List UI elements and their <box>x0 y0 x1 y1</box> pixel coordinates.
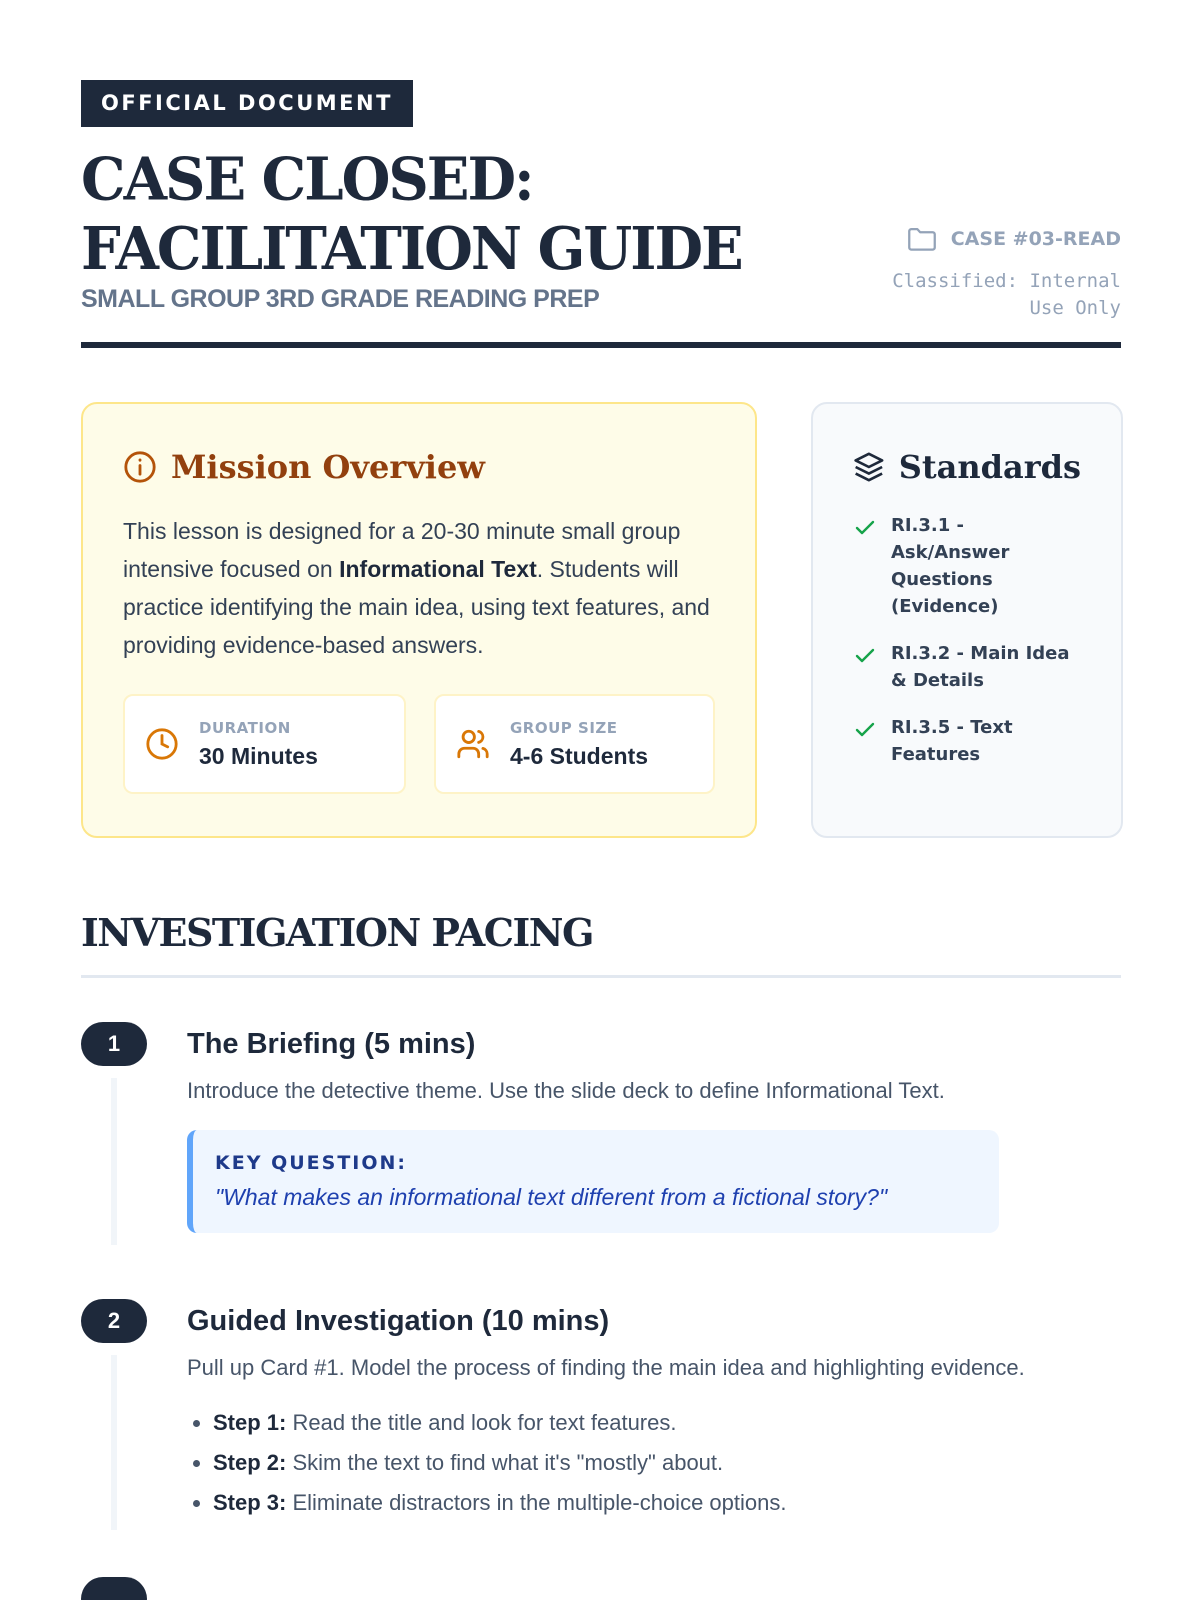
mission-text-pre: This lesson is designed for a 20-30 minute small group intensive focused on <box>123 518 681 582</box>
folder-icon <box>905 222 939 256</box>
mission-description <box>123 512 715 664</box>
step-title: The Briefing (5 mins) <box>187 1028 476 1060</box>
title-line-2: FACILITATION GUIDE <box>81 214 742 284</box>
key-question-text: "What makes an informational text different from a fictional story?" <box>215 1184 888 1210</box>
standard-item <box>853 512 1081 620</box>
standards-card <box>811 402 1123 838</box>
standard-text: RI.3.1 - Ask/Answer Questions (Evidence) <box>891 515 1010 617</box>
users-icon <box>456 727 490 761</box>
step-number-badge: 2 <box>81 1299 147 1343</box>
mission-overview-title: Mission Overview <box>171 448 485 486</box>
pacing-step-1 <box>81 1022 1121 1233</box>
standard-text: RI.3.2 - Main Idea & Details <box>891 643 1070 691</box>
case-id: CASE #03-READ <box>950 228 1121 250</box>
case-id-row <box>881 222 1121 256</box>
check-icon <box>853 644 877 668</box>
bullet-text: Read the title and look for text features. <box>286 1410 677 1435</box>
facilitation-guide-page <box>81 80 1121 1600</box>
page-subtitle: SMALL GROUP 3RD GRADE READING PREP <box>81 285 600 313</box>
group-size-value: 4-6 Students <box>510 742 649 769</box>
overview-row <box>81 402 1121 838</box>
key-question-label: KEY QUESTION: <box>215 1152 407 1174</box>
standard-text: RI.3.5 - Text Features <box>891 717 1013 765</box>
timeline-line <box>111 1078 117 1245</box>
case-info <box>881 222 1121 322</box>
group-size-text <box>510 719 648 770</box>
duration-value: 30 Minutes <box>199 742 318 769</box>
timeline-line <box>111 1355 117 1530</box>
step-description: Pull up Card #1. Model the process of finding the main idea and highlighting evidence. <box>187 1355 1025 1380</box>
pacing-step-2 <box>81 1299 1121 1523</box>
bullet-text: Eliminate distractors in the multiple-choice options. <box>286 1490 787 1515</box>
step-body <box>187 1022 1087 1233</box>
document-header <box>81 80 1121 348</box>
list-item <box>213 1403 1087 1443</box>
investigation-pacing-heading: INVESTIGATION PACING <box>81 910 1121 978</box>
step-body <box>187 1299 1087 1523</box>
pacing-step-3-partial <box>81 1577 1121 1600</box>
official-document-badge: OFFICIAL DOCUMENT <box>81 80 413 127</box>
step-number-badge <box>81 1577 147 1600</box>
bullet-text: Skim the text to find what it's "mostly" about. <box>286 1450 724 1475</box>
check-icon <box>853 718 877 742</box>
step-title: Guided Investigation (10 mins) <box>187 1305 610 1337</box>
duration-text <box>199 719 318 770</box>
mission-text-post: . Students will practice identifying the main idea, using text features, and providing evidence-based answers. <box>123 556 710 658</box>
key-question-callout <box>187 1130 999 1233</box>
mission-overview-card <box>81 402 757 838</box>
bullet-label: Step 1: <box>213 1410 287 1435</box>
mission-stats <box>123 694 715 794</box>
mission-text-bold: Informational Text <box>339 556 537 582</box>
check-icon <box>853 516 877 540</box>
step-number-badge: 1 <box>81 1022 147 1066</box>
title-line-1: CASE CLOSED: <box>81 145 533 215</box>
duration-label: DURATION <box>199 718 291 737</box>
standards-heading <box>853 448 1081 486</box>
list-item <box>213 1443 1087 1483</box>
standard-item <box>853 640 1081 694</box>
layers-icon <box>853 450 885 484</box>
group-size-label: GROUP SIZE <box>510 718 618 737</box>
info-icon <box>123 450 157 484</box>
bullet-label: Step 3: <box>213 1490 287 1515</box>
standard-item <box>853 714 1081 768</box>
mission-overview-heading <box>123 448 715 486</box>
standards-list <box>853 512 1081 768</box>
classification-note: Classified: Internal Use Only <box>892 270 1121 319</box>
clock-icon <box>145 727 179 761</box>
group-size-stat <box>434 694 715 794</box>
list-item <box>213 1483 1087 1523</box>
bullet-label: Step 2: <box>213 1450 287 1475</box>
duration-stat <box>123 694 406 794</box>
step-description: Introduce the detective theme. Use the slide deck to define Informational Text. <box>187 1078 945 1103</box>
standards-title: Standards <box>898 448 1081 486</box>
step-bullet-list <box>187 1403 1087 1523</box>
